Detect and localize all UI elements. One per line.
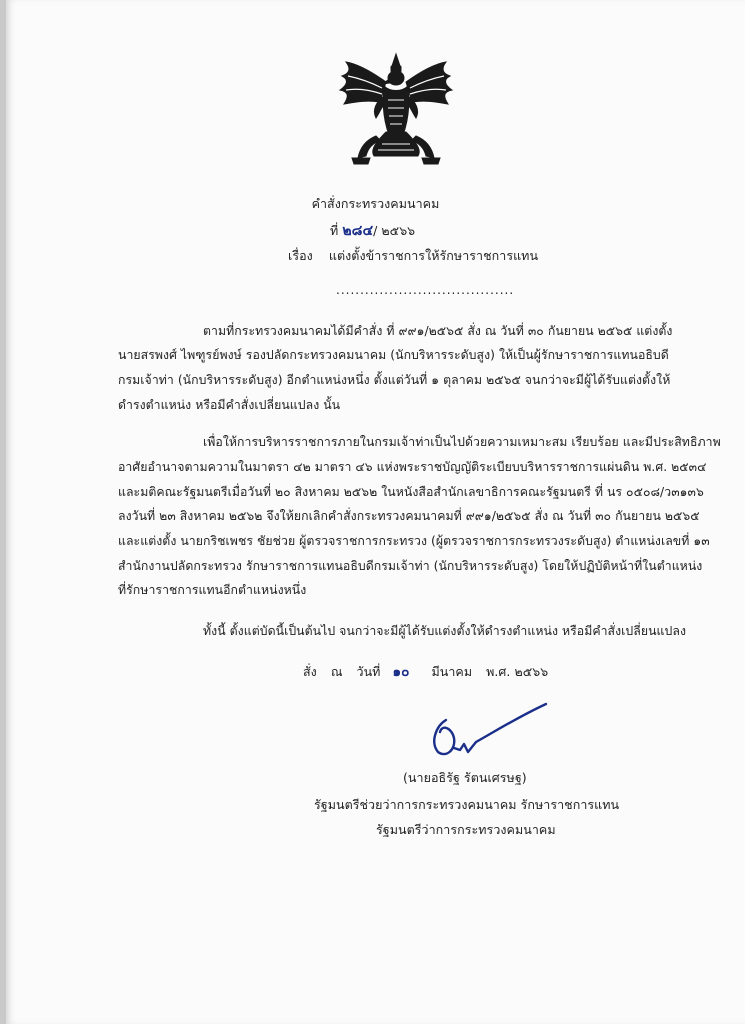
order-date [303, 660, 548, 682]
garuda-emblem-icon [336, 52, 456, 170]
subject-label: เรื่อง [288, 248, 313, 263]
paragraph2-line: เพื่อให้การบริหารราชการภายในกรมเจ้าท่าเป็นไปด้วยความเหมาะสม เรียบร้อย และมีประสิทธิภาพ [203, 435, 721, 449]
order-number-value: ๒๘๔ [342, 223, 374, 239]
signer-position-1: รัฐมนตรีช่วยว่าการกระทรวงคมนาคม รักษาราชการแทน [314, 797, 620, 812]
paragraph2-line: และแต่งตั้ง นายกริชเพชร ชัยช่วย ผู้ตรวจราชการกระทรวง (ผู้ตรวจราชการกระทรวงระดับสูง) ตำแหน่งเลขที่ ๑๓ [118, 534, 710, 548]
paragraph1-line: ตามที่กระทรวงคมนาคมได้มีคำสั่ง ที่ ๙๙๑/๒๕๖๕ สั่ง ณ วันที่ ๓๐ กันยายน ๒๕๖๕ แต่งตั้ง [203, 324, 673, 338]
paragraph1-line: ดำรงตำแหน่ง หรือมีคำสั่งเปลี่ยนแปลง นั้น [118, 398, 341, 412]
date-day-label: วันที่ [356, 664, 381, 679]
handwritten-signature [418, 698, 558, 762]
paragraph2-line: ที่รักษาราชการแทนอีกตำแหน่งหนึ่ง [118, 583, 307, 597]
paragraph1-line: กรมเจ้าท่า (นักบริหารระดับสูง) อีกตำแหน่งหนึ่ง ตั้งแต่วันที่ ๑ ตุลาคม ๒๕๖๕ จนกว่าจะมีผู้ได้รับแต่งตั้งให้ [118, 373, 671, 387]
order-year: / ๒๕๖๖ [373, 223, 416, 238]
paragraph3-line: ทั้งนี้ ตั้งแต่บัดนี้เป็นต้นไป จนกว่าจะมีผู้ได้รับแต่งตั้งให้ดำรงตำแหน่ง หรือมีคำสั่งเปลี่ยนแปลง [203, 624, 687, 638]
date-at: ณ [330, 664, 343, 679]
date-year: ๒๕๖๖ [514, 664, 549, 679]
paragraph1-line: นายสรพงศ์ ไพฑูรย์พงษ์ รองปลัดกระทรวงคมนาคม (นักบริหารระดับสูง) ให้เป็นผู้รักษาราชการแทนอธิบดี [118, 348, 669, 362]
signer-name: (นายอธิรัฐ รัตนเศรษฐ) [403, 770, 527, 785]
separator: ..................................... [336, 283, 515, 297]
order-title: คำสั่งกระทรวงคมนาคม [311, 196, 440, 211]
signer-position-2: รัฐมนตรีว่าการกระทรวงคมนาคม [376, 822, 556, 837]
document-page [6, 0, 745, 1024]
date-month: มีนาคม [431, 664, 473, 679]
subject-text: แต่งตั้งข้าราชการให้รักษาราชการแทน [328, 248, 539, 263]
date-day: ๑๐ [392, 664, 410, 680]
date-prefix: สั่ง [303, 664, 317, 679]
paragraph2-line: และมติคณะรัฐมนตรีเมื่อวันที่ ๒๐ สิงหาคม ๒๕๖๒ ในหนังสือสำนักเลขาธิการคณะรัฐมนตรี ที่ นร ๐๕๐๘/ว๓๑๓๖ [118, 485, 704, 499]
subject-line [288, 246, 538, 266]
order-number-prefix: ที่ [330, 223, 339, 238]
paragraph2-line: ลงวันที่ ๒๓ สิงหาคม ๒๕๖๒ จึงให้ยกเลิกคำสั่งกระทรวงคมนาคมที่ ๙๙๑/๒๕๖๕ สั่ง ณ วันที่ ๓๐ กันยายน ๒๕๖๕ [118, 509, 700, 523]
paragraph2-line: อาศัยอำนาจตามความในมาตรา ๔๒ มาตรา ๔๖ แห่งพระราชบัญญัติระเบียบบริหารราชการแผ่นดิน พ.ศ. ๒๕๓๔ [118, 460, 707, 474]
date-era: พ.ศ. [486, 664, 511, 679]
paragraph2-line: สำนักงานปลัดกระทรวง รักษาราชการแทนอธิบดีกรมเจ้าท่า (นักบริหารระดับสูง) โดยให้ปฏิบัติหน้าที่ในตำแหน่ง [118, 559, 703, 573]
order-number [330, 220, 415, 242]
